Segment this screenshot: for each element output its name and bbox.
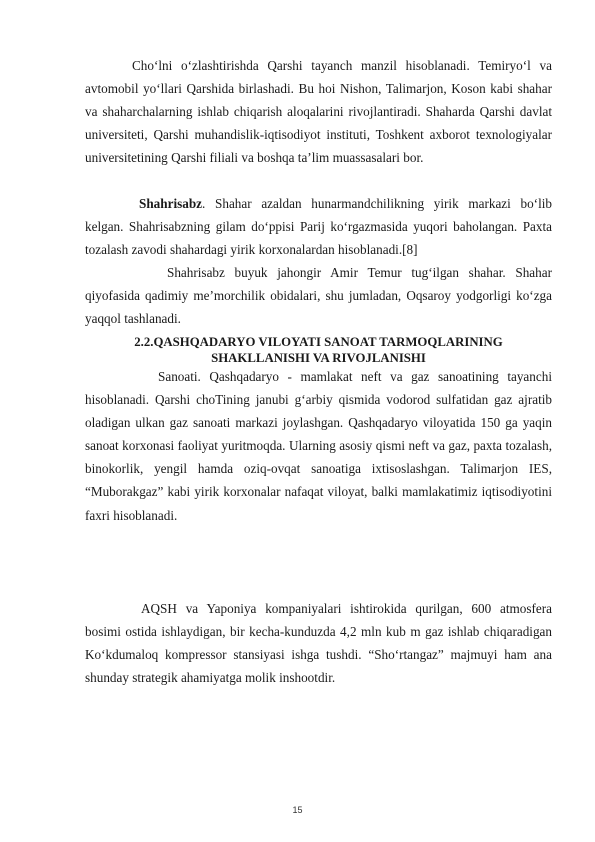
paragraph-amir-temur: Shahrisabz buyuk jahongir Amir Temur tug‘ilgan shahar. Shahar qiyofasida qadimiy me’morchilik obidalari, shu jumladan, Oqsaroy yodgorligi ko‘zga yaqqol tashlanadi. (85, 265, 552, 327)
paragraph-shahrisabz (85, 192, 552, 261)
section-heading-line1: 2.2.QASHQADARYO VILOYATI SANOAT TARMOQLARINING (134, 335, 503, 349)
page-number: 15 (292, 805, 303, 815)
paragraph-sanoati: Sanoati. Qashqadaryo - mamlakat neft va gaz sanoatining tayanchi hisoblanadi. Qarshi choTining janubi g‘arbiy qismida vodorod sulfatidan gaz ajratib oladigan ulkan gaz sanoati markazi joylashgan. Qashqadaryo viloyatida 150 ga yaqin sanoat korxonasi faoliyat yuritmoqda. Ularning asosiy qismi neft va gaz, paxta tozalash, binokorlik, yengil hamda oziq-ovqat sanoatiga ixtisoslashgan. Talimarjon IES, “Muborakgaz” kabi yirik korxonalar nafaqat viloyat, balki mamlakatimiz iqtisodiyotini faxri hisoblanadi. (85, 369, 552, 523)
shahrisabz-text: . Shahar azaldan hunarmandchilikning yirik markazi bo‘lib kelgan. Shahrisabzning gilam do‘ppisi Parij ko‘rgazmasida yuqori baholangan. Paxta tozalash zavodi shahardagi yirik korxonalardan hisoblanadi.[8] (85, 196, 552, 258)
section-heading (85, 334, 552, 366)
paragraph-qarshi: Cho‘lni o‘zlashtirishda Qarshi tayanch manzil hisoblanadi. Temiryo‘l va avtomobil yo‘llari Qarshida birlashadi. Bu hoi Nishon, Talimarjon, Koson kabi shahar va shaharchalarning ishlab chiqarish aloqalarini rivojlantiradi. Shaharda Qarshi davlat universiteti, Qarshi muhandislik-iqtisodiyot instituti, Toshkent axborot texnologiyalar universitetining Qarshi filiali va boshqa ta’lim muassasalari bor. (85, 58, 552, 166)
paragraph-aqsh-yaponiya: AQSH va Yaponiya kompaniyalari ishtirokida qurilgan, 600 atmosfera bosimi ostida ishlaydigan, bir kecha-kunduzda 4,2 mln kub m gaz ishlab chiqaradigan Ko‘kdumaloq kompressor stansiyasi ishga tushdi. “Sho‘rtangaz” majmuyi ham ana shunday strategik ahamiyatga molik inshootdir. (85, 601, 552, 686)
section-heading-line2: SHAKLLANISHI VA RIVOJLANISHI (211, 351, 426, 365)
shahrisabz-bold-term: Shahrisabz (139, 196, 203, 211)
